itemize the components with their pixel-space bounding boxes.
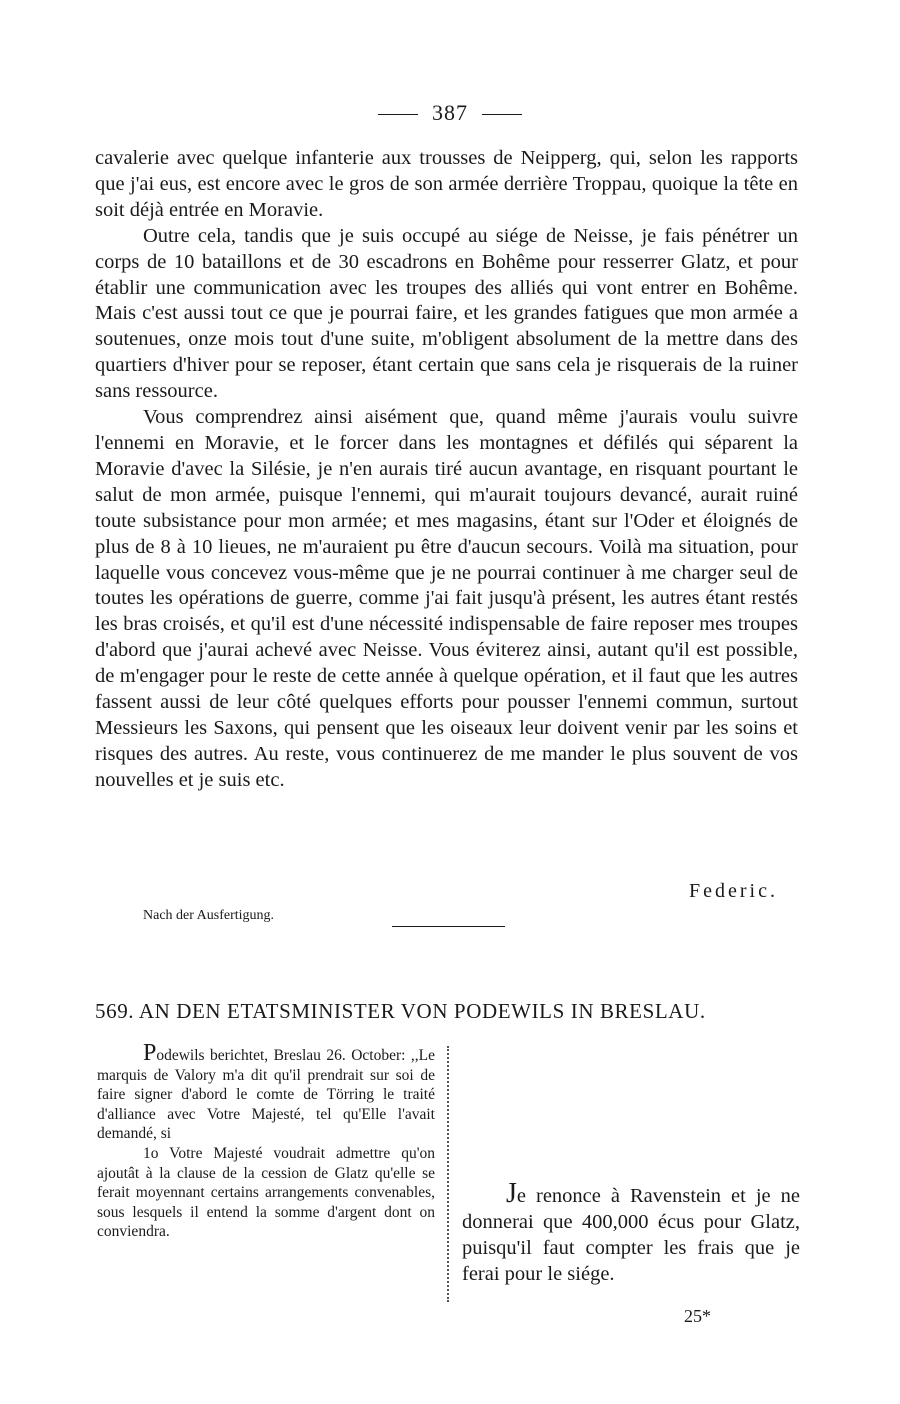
sheet-signature-mark: 25* [684,1306,711,1326]
letter-body [95,146,798,794]
report-initial: P [143,1040,157,1066]
page-number: 387 [432,100,468,125]
report-paragraph-1 [97,1040,435,1144]
reply-initial: J [506,1178,517,1209]
header-right-dash [482,114,522,115]
page-header [0,100,900,126]
report-column [97,1040,435,1242]
letter-paragraph-3: Vous comprendrez ainsi aisément que, quand même j'aurais voulu suivre l'ennemi en Moravie, et le forcer dans les montagnes et défilés qui séparent la Moravie d'avec la Silésie, je n'en aurais tiré aucun avantage, en risquant pourtant le salut de mon armée, puisque l'ennemi, qui m'aurait toujours devancé, aurait ruiné toute subsistance pour mon armée; et mes magasins, étant sur l'Oder et éloignés de plus de 8 à 10 lieues, ne m'auraient pu être d'aucun secours. Voilà ma situation, pour laquelle vous concevez vous-même que je ne pourrai continuer à me charger seul de toutes les opérations de guerre, comme j'ai fait jusqu'à présent, les autres étant restés les bras croisés, et qu'il est d'une nécessité indispensable de faire reposer mes troupes d'abord que j'aurai achevé avec Neisse. Vous éviterez ainsi, autant qu'il est possible, de m'engager pour le reste de cette année à quelque opération, et il faut que les autres fassent aussi de leur côté quelques efforts pour pousser l'ennemi commun, surtout Messieurs les Saxons, qui pensent que les oiseaux leur doivent venir par les soins et risques des autres. Au reste, vous continuerez de me mander le plus souvent de vos nouvelles et je suis etc. [95,406,798,791]
section-heading: 569. AN DEN ETATSMINISTER VON PODEWILS IN BRESLAU. [95,999,706,1023]
source-note: Nach der Ausfertigung. [143,908,275,923]
column-rule [447,1046,449,1302]
signature: Federic. [689,880,778,902]
letter-paragraph-2: Outre cela, tandis que je suis occupé au siége de Neisse, je fais pénétrer un corps de 10 bataillons et de 30 escadrons en Bohême pour resserrer Glatz, et pour établir une communication avec les troupes des alliés qui vont entrer en Bohême. Mais c'est aussi tout ce que je pourrai faire, et les grandes fatigues que mon armée a soutenues, onze mois tout d'une suite, m'obligent absolument de la mettre dans des quartiers d'hiver pour se reposer, étant certain que sans cela je risquerais de la ruiner sans ressource. [95,224,798,403]
report-paragraph-2: 1o Votre Majesté voudrait admettre qu'on ajoutât à la clause de la cession de Glatz qu'elle se ferait moyennant certains arrangements convenables, sous lesquels il entend la somme d'argent dont on conviendra. [97,1144,435,1241]
reply-column [462,1178,800,1287]
reply-text: e renonce à Ravenstein et je ne donnerai que 400,000 écus pour Glatz, puisqu'il faut compter les frais que je ferai pour le siége. [462,1185,800,1285]
letter-paragraph-1: cavalerie avec quelque infanterie aux trousses de Neipperg, qui, selon les rapports que j'ai eus, est encore avec le gros de son armée derrière Troppau, quoique la tête en soit déjà entrée en Moravie. [95,147,798,221]
section-divider [392,926,505,927]
report-paragraph-1-text: odewils berichtet, Breslau 26. October: ,,Le marquis de Valory m'a dit qu'il prendrait sur soi de faire signer d'abord le comte de Törring le traité d'alliance avec Votre Majesté, tel qu'Elle l'avait demandé, si [97,1047,435,1143]
reply-paragraph [462,1178,800,1287]
header-left-dash [378,114,418,115]
